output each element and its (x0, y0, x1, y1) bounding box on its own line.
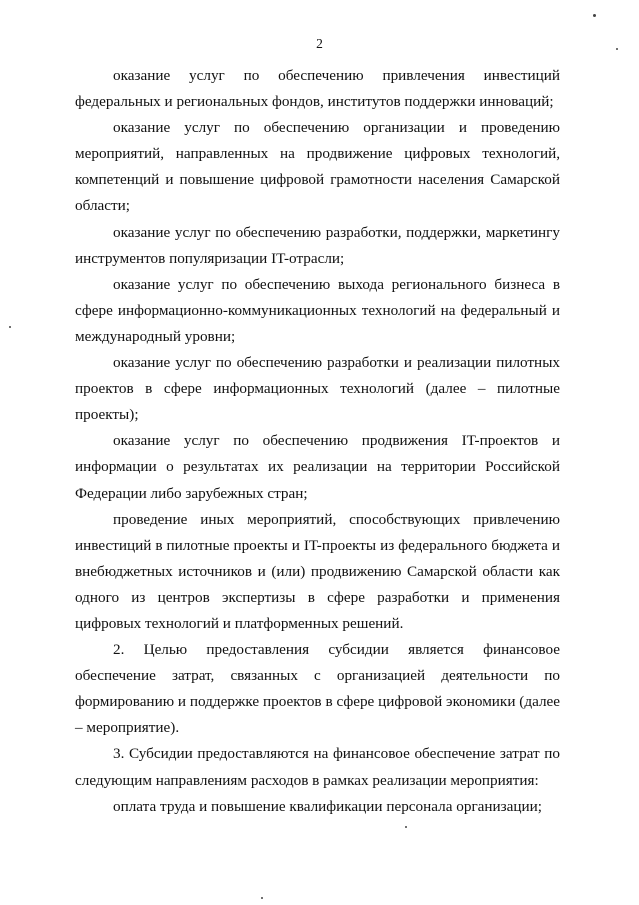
scan-speck (405, 826, 407, 828)
paragraph-it-projects-promotion: оказание услуг по обеспечению продвижения IT-проектов и информации о результатах их реализации на территории Российской Федерации либо зарубежных стран; (75, 432, 560, 502)
scan-speck (261, 897, 263, 899)
paragraph-other-events: проведение иных мероприятий, способствующих привлечению инвестиций в пилотные проекты и IT-проекты из федерального бюджета и внебюджетных источников и (или) продвижению Самарской области как одного из центров экспертизы в сфере разработки и применения цифровых технологий и платформенных решений. (75, 510, 560, 632)
paragraph-it-popularization: оказание услуг по обеспечению разработки, поддержки, маркетингу инструментов популяризации IT-отрасли; (75, 223, 560, 267)
scan-speck (593, 14, 596, 17)
paragraph-subsidy-directions: 3. Субсидии предоставляются на финансовое обеспечение затрат по следующим направлениям расходов в рамках реализации мероприятия: (75, 745, 560, 789)
paragraph-investment-attraction: оказание услуг по обеспечению привлечения инвестиций федеральных и региональных фондов, институтов поддержки инноваций; (75, 67, 560, 111)
scan-speck (9, 326, 11, 328)
paragraph-subsidy-purpose: 2. Целью предоставления субсидии является финансовое обеспечение затрат, связанных с организацией деятельности по формированию и поддержке проектов в сфере цифровой экономики (далее – мероприятие). (75, 641, 560, 737)
page-number: 2 (316, 36, 323, 51)
paragraph-regional-business: оказание услуг по обеспечению выхода регионального бизнеса в сфере информационно-коммуникационных технологий на федеральный и международный уровни; (75, 275, 560, 345)
scan-speck (616, 48, 618, 50)
paragraph-pilot-projects: оказание услуг по обеспечению разработки и реализации пилотных проектов в сфере информационных технологий (далее – пилотные проекты); (75, 354, 560, 424)
paragraph-digital-events: оказание услуг по обеспечению организации и проведению мероприятий, направленных на продвижение цифровых технологий, компетенций и повышение цифровой грамотности населения Самарской области; (75, 119, 560, 215)
paragraph-staff-remuneration: оплата труда и повышение квалификации персонала организации; (113, 797, 543, 815)
document-body (75, 63, 560, 820)
